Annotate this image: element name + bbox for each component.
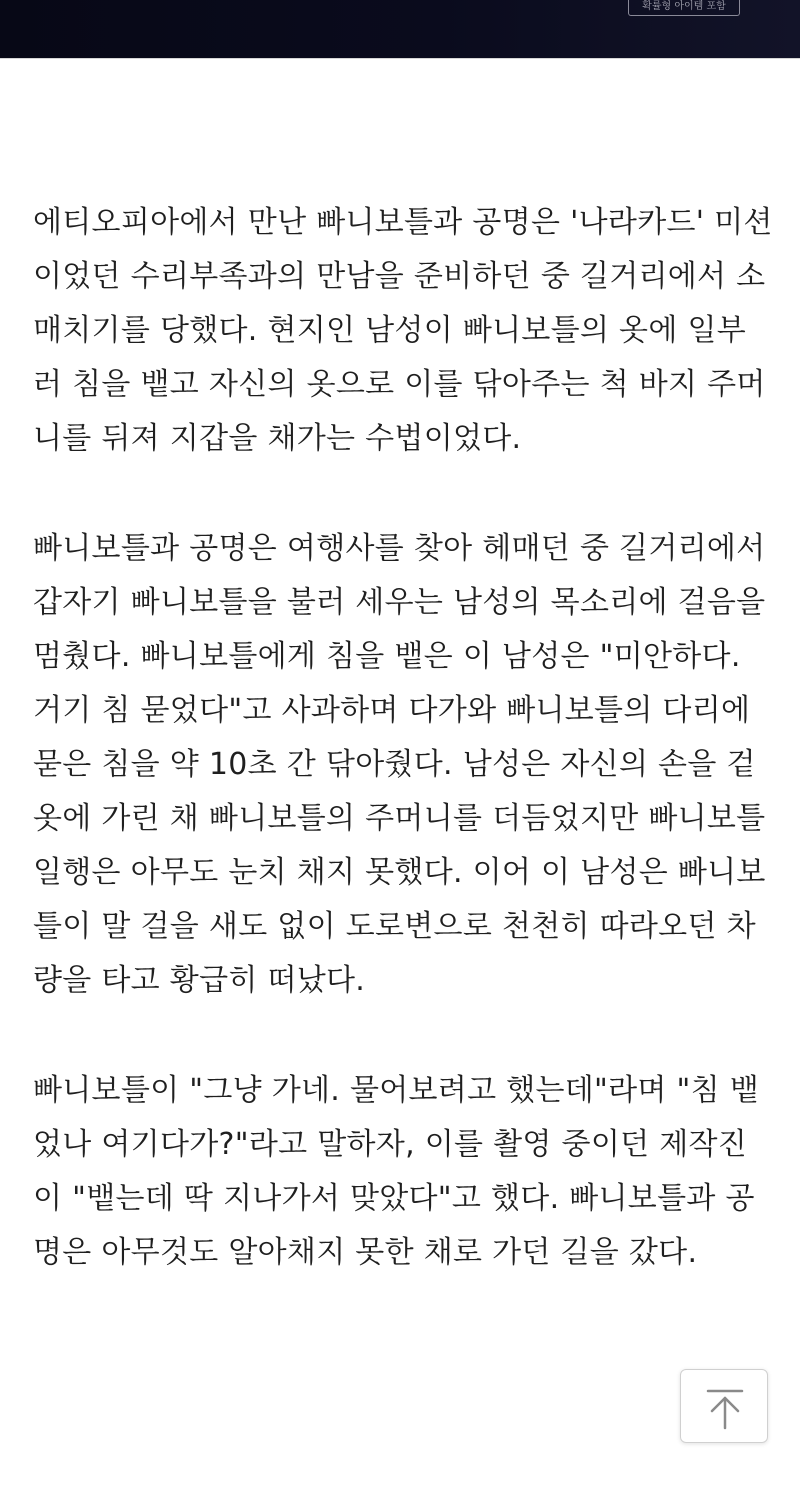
top-banner-image xyxy=(0,0,800,59)
article-paragraph-3: 빠니보틀이 "그냥 가네. 물어보려고 했는데"라며 "침 뱉었나 여기다가?"라고 말하자, 이를 촬영 중이던 제작진이 "뱉는데 딱 지나가서 맞았다"고 했다. 빠니보틀과 공명은 아무것도 알아채지 못한 채로 가던 길을 갔다. xyxy=(33,1073,760,1270)
article-paragraph-2: 빠니보틀과 공명은 여행사를 찾아 헤매던 중 길거리에서 갑자기 빠니보틀을 불러 세우는 남성의 목소리에 걸음을 멈췄다. 빠니보틀에게 침을 뱉은 이 남성은 "미안하다. 거기 침 묻었다"고 사과하며 다가와 빠니보틀의 다리에 묻은 침을 약 10초 간 닦아줬다. 남성은 자신의 손을 겉옷에 가린 채 빠니보틀의 주머니를 더듬었지만 빠니보틀 일행은 아무도 눈치 채지 못했다. 이어 이 남성은 빠니보틀이 말 걸을 새도 없이 도로변으로 천천히 따라오던 차량을 타고 황급히 떠났다. xyxy=(33,531,766,998)
article-body xyxy=(33,196,773,1336)
probability-item-badge: 확률형 아이템 포함 xyxy=(628,0,740,16)
arrow-up-icon xyxy=(681,1370,769,1444)
article-paragraph-1: 에티오피아에서 만난 빠니보틀과 공명은 '나라카드' 미션이었던 수리부족과의 만남을 준비하던 중 길거리에서 소매치기를 당했다. 현지인 남성이 빠니보틀의 옷에 일부러 침을 뱉고 자신의 옷으로 이를 닦아주는 척 바지 주머니를 뒤져 지갑을 채가는 수법이었다. xyxy=(33,205,773,456)
scroll-to-top-button[interactable] xyxy=(680,1369,768,1443)
